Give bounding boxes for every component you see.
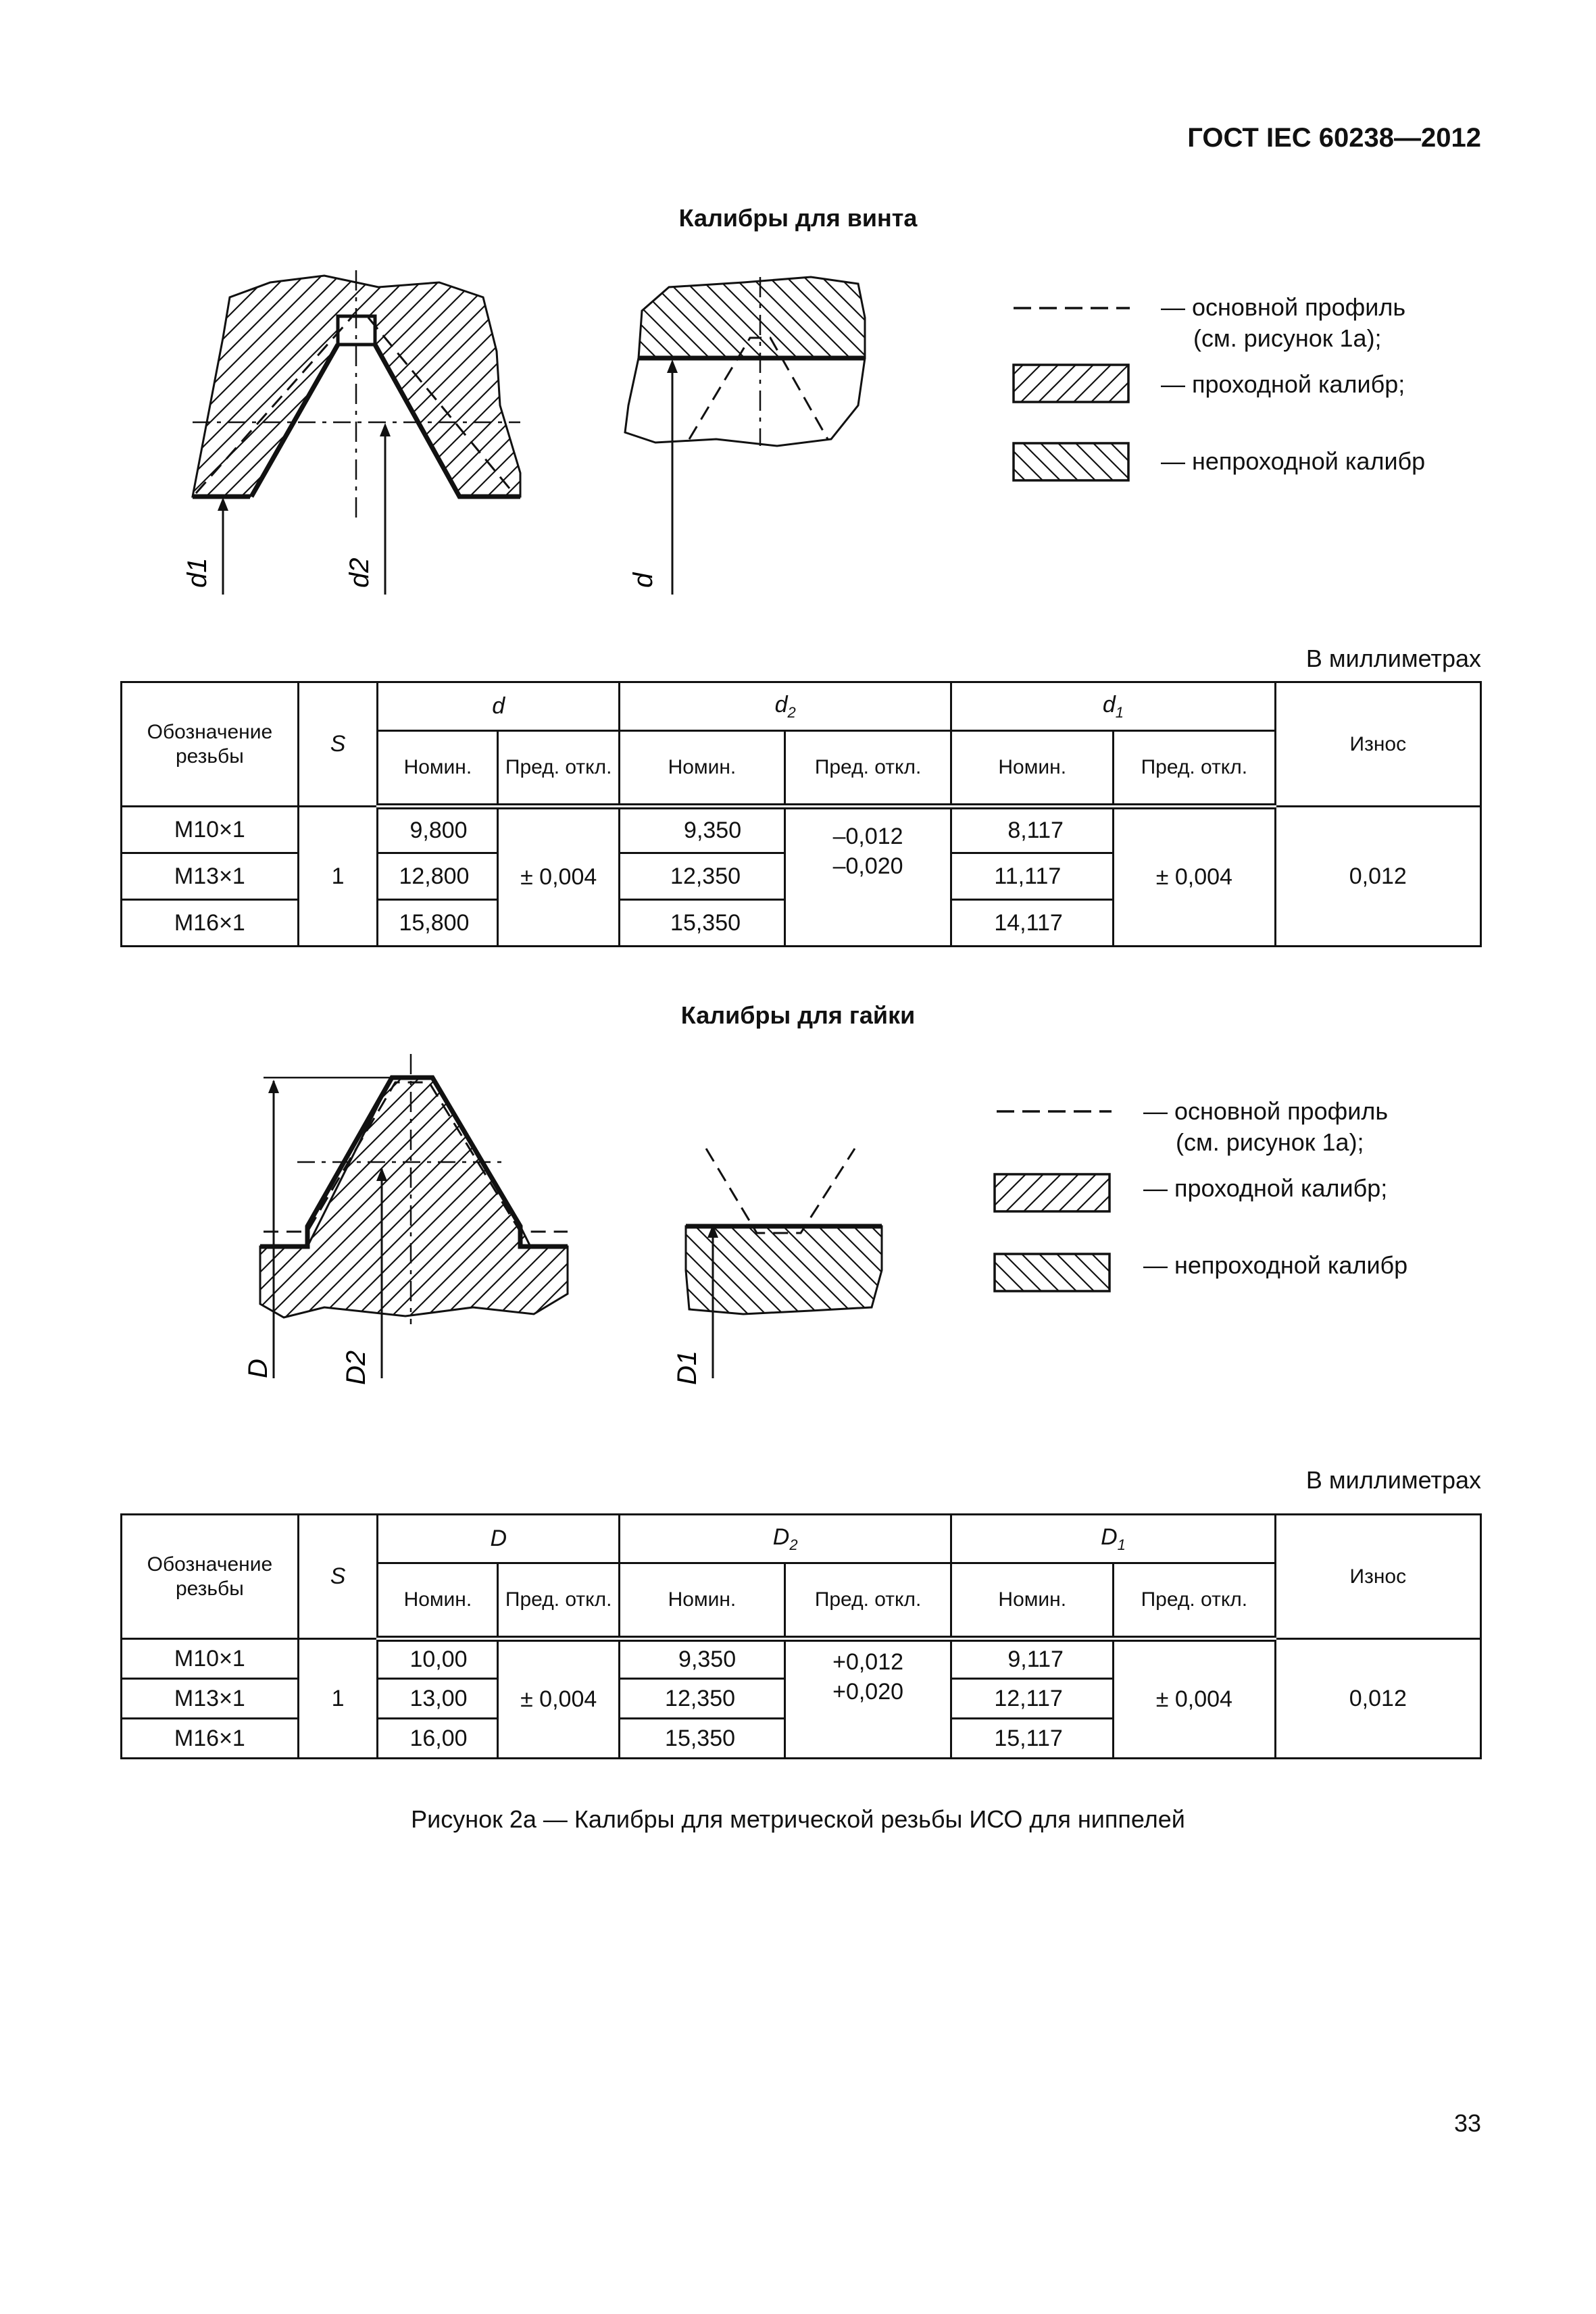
legend-basic-profile: — основной профиль [1143,1097,1389,1125]
legend-nogo-gauge: — непроходной калибр [1143,1251,1408,1279]
legend-go-gauge: — проходной калибр; [1161,370,1405,398]
header-dev: Пред. откл. [498,731,620,807]
cell-D1-nom: 15,117 [951,1719,1114,1759]
label-d: d [628,572,658,588]
table-row [122,807,1481,853]
units-note-screw: В миллиметрах [1305,645,1481,672]
legend-nogo-swatch [995,1254,1109,1291]
cell-designation: M10×1 [122,1639,299,1679]
header-group-D: D [378,1515,620,1563]
cell-d1-nom: 11,117 [951,853,1114,900]
screw-gauge-table [120,681,1482,947]
legend-nogo-gauge: — непроходной калибр [1161,447,1426,475]
cell-D1-nom: 9,117 [951,1639,1114,1679]
cell-D-nom: 10,00 [378,1639,498,1679]
header-nom: Номин. [378,731,498,807]
cell-d2-dev: –0,012 –0,020 [784,807,951,947]
document-header: ГОСТ IEC 60238—2012 [1187,123,1481,153]
page-number: 33 [1453,2109,1481,2137]
label-D: D [243,1359,273,1378]
header-dev: Пред. откл. [1114,731,1276,807]
header-group-d: d [378,682,620,731]
cell-D-nom: 16,00 [378,1719,498,1759]
header-dev: Пред. откл. [498,1563,620,1639]
legend-go-swatch [1014,365,1128,402]
cell-D2-nom: 9,350 [620,1639,785,1679]
header-designation: Обозначение резьбы [122,682,299,807]
cell-designation: M13×1 [122,853,299,900]
nut-go-gauge-shape [260,1078,568,1317]
legend-basic-ref: (см. рисунок 1а); [1193,324,1382,352]
label-d1: d1 [182,557,212,588]
cell-wear: 0,012 [1275,1639,1480,1759]
cell-D1-nom: 12,117 [951,1679,1114,1719]
header-nom: Номин. [620,731,785,807]
header-dev: Пред. откл. [1114,1563,1276,1639]
cell-s: 1 [298,807,378,947]
section-title-screw: Калибры для винта [678,204,918,232]
cell-s: 1 [298,1639,378,1759]
cell-d1-nom: 8,117 [951,807,1114,853]
cell-d-nom: 9,800 [378,807,498,853]
cell-d-dev: ± 0,004 [498,807,620,947]
legend-nogo-swatch [1014,443,1128,480]
cell-designation: M16×1 [122,1719,299,1759]
label-D2: D2 [341,1350,371,1385]
units-note-nut: В миллиметрах [1305,1466,1481,1494]
cell-d1-nom: 14,117 [951,900,1114,947]
cell-designation: M16×1 [122,900,299,947]
cell-D1-dev: ± 0,004 [1114,1639,1276,1759]
legend-go-swatch [995,1174,1109,1211]
cell-d-nom: 15,800 [378,900,498,947]
cell-D2-nom: 12,350 [620,1679,785,1719]
legend-basic-ref: (см. рисунок 1а); [1176,1128,1364,1156]
legend-screw [1161,292,1425,477]
header-nom: Номин. [951,1563,1114,1639]
header-designation: Обозначение резьбы [122,1515,299,1639]
header-group-D1: $D_1$ [951,1515,1275,1563]
legend-basic-profile: — основной профиль [1161,293,1406,321]
label-D1: D1 [672,1350,702,1385]
header-group-d2: $d_2$ [620,682,951,731]
section-title-nut: Калибры для гайки [680,1001,916,1029]
cell-d-nom: 12,800 [378,853,498,900]
header-s: S [298,1515,378,1639]
header-nom: Номин. [620,1563,785,1639]
cell-D-nom: 13,00 [378,1679,498,1719]
nut-nogo-gauge-shape [686,1226,882,1314]
header-group-d1: $d_1$ [951,682,1275,731]
header-nom: Номин. [951,731,1114,807]
header-dev: Пред. откл. [784,1563,951,1639]
cell-d1-dev: ± 0,004 [1114,807,1276,947]
cell-d2-nom: 15,350 [620,900,785,947]
cell-D2-dev: +0,012 +0,020 [784,1639,951,1759]
table-row [122,1639,1481,1679]
header-wear: Износ [1275,1515,1480,1639]
cell-designation: M13×1 [122,1679,299,1719]
legend-go-gauge: — проходной калибр; [1143,1174,1388,1202]
cell-d2-nom: 12,350 [620,853,785,900]
nut-gauge-table [120,1513,1482,1759]
header-group-D2: $D_2$ [620,1515,951,1563]
legend-nut [1143,1096,1407,1281]
header-wear: Износ [1275,682,1480,807]
cell-designation: M10×1 [122,807,299,853]
screw-nogo-gauge-shape [639,277,865,358]
header-dev: Пред. откл. [784,731,951,807]
header-nom: Номин. [378,1563,498,1639]
cell-d2-nom: 9,350 [620,807,785,853]
cell-wear: 0,012 [1275,807,1480,947]
figure-caption: Рисунок 2а — Калибры для метрической резьбы ИСО для ниппелей [411,1805,1185,1833]
header-s: S [298,682,378,807]
cell-D2-nom: 15,350 [620,1719,785,1759]
cell-D-dev: ± 0,004 [498,1639,620,1759]
label-d2: d2 [345,557,374,588]
